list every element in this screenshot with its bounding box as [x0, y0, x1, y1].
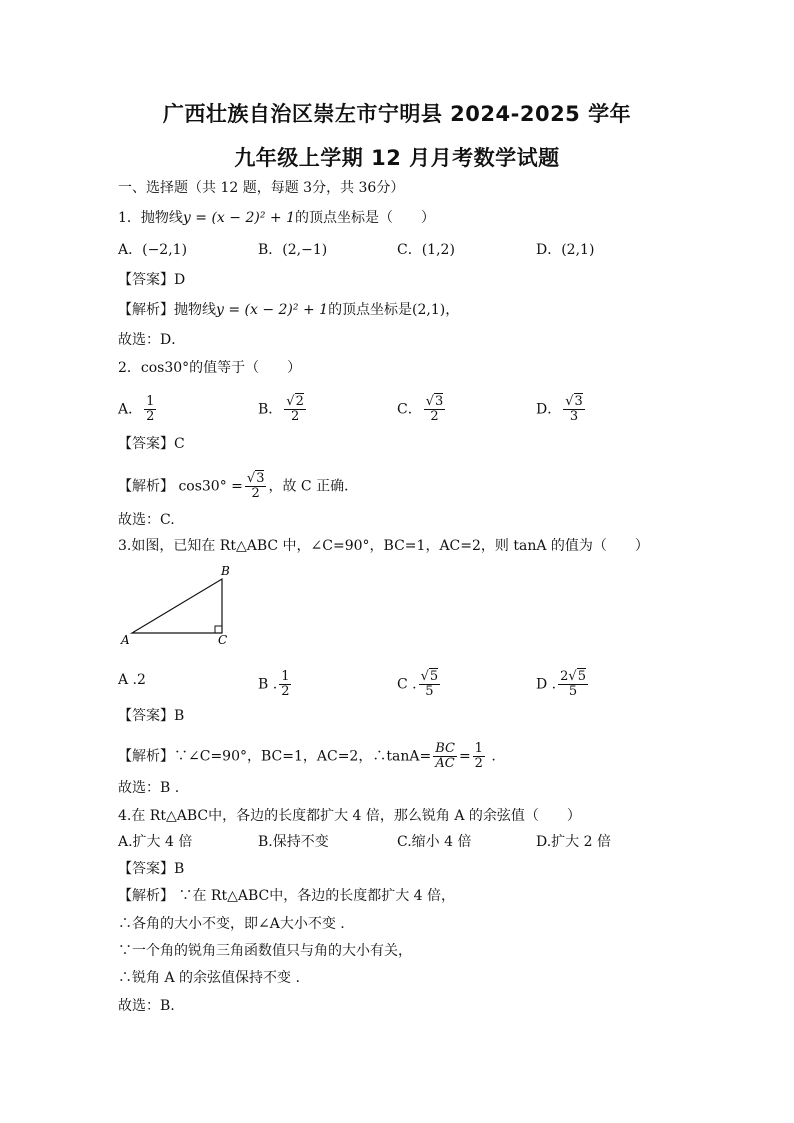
- frac-denominator: 2: [251, 486, 260, 501]
- q4-answer: 【答案】B: [118, 861, 185, 877]
- q4-analysis-line2: ∴各角的大小不变，即∠A大小不变 .: [118, 916, 345, 932]
- sqrt-icon: √: [286, 394, 295, 409]
- q3-analysis-fraction-2: [473, 742, 485, 771]
- q1-conclusion: 故选：D．: [118, 332, 186, 348]
- q1-stem: [118, 208, 435, 228]
- frac-numerator: [558, 670, 588, 685]
- q1-option-d: D．(2,1): [536, 242, 595, 258]
- q2-option-b: [258, 395, 308, 424]
- q2-answer: 【答案】C: [118, 436, 185, 452]
- vertex-label-a: A: [121, 633, 130, 647]
- q3-analysis-mid: =: [458, 748, 471, 765]
- q3-option-c-fraction: [419, 670, 441, 699]
- frac-denominator: 2: [281, 684, 290, 699]
- vertex-label-b: B: [221, 564, 230, 578]
- q2-option-a-fraction: [144, 395, 156, 424]
- q2-option-d-label: D．: [536, 401, 562, 418]
- q2-option-b-label: B．: [258, 401, 283, 418]
- q2-analysis-pre: 【解析】 cos30° =: [118, 478, 243, 495]
- sqrt-icon: √: [565, 394, 574, 409]
- frac-denominator: 2: [290, 409, 300, 424]
- frac-denominator: 5: [425, 684, 434, 699]
- q2-option-d-fraction: [563, 395, 585, 424]
- q2-option-a-label: A．: [118, 401, 143, 418]
- q2-option-c-fraction: [424, 395, 446, 424]
- frac-denominator: 3: [569, 409, 579, 424]
- q1-analysis-expression: y = (x − 2)² + 1: [216, 302, 329, 318]
- q2-option-c: [397, 395, 447, 424]
- vertex-label-c: C: [218, 633, 228, 647]
- q4-analysis-line1: 【解析】 ∵在 Rt△ABC中，各边的长度都扩大 4 倍，: [118, 888, 456, 904]
- frac-denominator: 2: [474, 756, 483, 771]
- q4-analysis-line4: ∴锐角 A 的余弦值保持不变 .: [118, 970, 300, 986]
- q2-option-b-fraction: [284, 395, 306, 424]
- q3-option-a: A .2: [118, 672, 146, 688]
- q3-analysis: [118, 742, 496, 771]
- q1-stem-pre: 1．抛物线: [118, 210, 183, 226]
- q3-option-b-fraction: [279, 670, 291, 699]
- q3-option-d-label: D .: [536, 676, 557, 693]
- frac-numerator: [424, 395, 446, 410]
- frac-denominator: AC: [435, 756, 455, 771]
- q3-option-c: [397, 670, 442, 699]
- frac-denominator: 2: [430, 409, 439, 424]
- doc-title-line1: 广西壮族自治区崇左市宁明县 2024-2025 学年: [162, 102, 632, 126]
- radicand: 5: [577, 669, 586, 684]
- q3-option-d: [536, 670, 590, 699]
- q1-analysis-post: 的顶点坐标是(2,1)，: [328, 302, 460, 318]
- q3-analysis-post: .: [486, 748, 496, 765]
- q1-answer: 【答案】D: [118, 272, 186, 288]
- q3-option-b-label: B .: [258, 676, 278, 693]
- q3-stem: 3.如图，已知在 Rt△ABC 中，∠C=90°，BC=1，AC=2，则 tanA 的值为（ ）: [118, 538, 649, 554]
- q4-analysis-line3: ∵一个角的锐角三角函数值只与角的大小有关，: [118, 943, 412, 959]
- radicand: 3: [256, 471, 265, 486]
- q1-analysis: [118, 300, 459, 320]
- frac-numerator: [563, 395, 585, 410]
- q3-option-c-label: C .: [397, 676, 417, 693]
- section-heading: 一、选择题（共 12 题，每题 3分，共 36分）: [118, 180, 405, 196]
- q2-analysis-post: ，故 C 正确．: [268, 478, 359, 495]
- sqrt-icon: √: [568, 669, 577, 684]
- q4-stem: 4.在 Rt△ABC中，各边的长度都扩大 4 倍，那么锐角 A 的余弦值（ ）: [118, 808, 581, 824]
- frac-numerator: BC: [435, 741, 455, 756]
- frac-numerator: 1: [474, 741, 483, 756]
- radicand: 5: [429, 669, 439, 684]
- sqrt-icon: √: [246, 471, 256, 486]
- radicand: 3: [574, 394, 583, 409]
- q1-analysis-pre: 【解析】抛物线: [118, 302, 216, 318]
- q1-option-a: A．(−2,1): [118, 242, 188, 258]
- q1-option-c: C．(1,2): [397, 242, 455, 258]
- q3-conclusion: 故选：B .: [118, 780, 180, 796]
- frac-denominator: 2: [146, 409, 155, 424]
- sqrt-icon: √: [425, 394, 435, 409]
- right-triangle-figure: [118, 560, 248, 650]
- q4-option-c: C.缩小 4 倍: [397, 834, 472, 850]
- q1-expression: y = (x − 2)² + 1: [182, 210, 295, 226]
- frac-numerator: 1: [281, 669, 290, 684]
- q3-option-b: [258, 670, 293, 699]
- radicand: 3: [435, 394, 444, 409]
- frac-numerator: [419, 670, 441, 685]
- q2-option-c-label: C．: [397, 401, 422, 418]
- triangle-abc: [132, 579, 222, 633]
- q3-analysis-pre: 【解析】∵∠C=90°，BC=1，AC=2，∴tanA=: [118, 748, 432, 765]
- q4-option-a: A.扩大 4 倍: [118, 834, 193, 850]
- q3-analysis-fraction: [433, 742, 457, 771]
- q3-answer: 【答案】B: [118, 708, 185, 724]
- sqrt-icon: √: [420, 669, 429, 684]
- q2-conclusion: 故选：C.: [118, 512, 175, 528]
- q2-analysis: [118, 472, 358, 501]
- coefficient: 2: [560, 669, 569, 684]
- doc-title-line2: 九年级上学期 12 月月考数学试题: [234, 146, 560, 170]
- q2-option-a: [118, 395, 158, 424]
- q1-option-b: B．(2,−1): [258, 242, 328, 258]
- frac-numerator: 1: [146, 394, 155, 409]
- q4-option-b: B.保持不变: [258, 834, 329, 850]
- q1-stem-post: 的顶点坐标是（ ）: [294, 210, 435, 226]
- q2-option-d: [536, 395, 587, 424]
- frac-numerator: [245, 472, 267, 487]
- radicand: 2: [295, 394, 304, 409]
- frac-denominator: 5: [568, 684, 578, 699]
- q4-option-d: D.扩大 2 倍: [536, 834, 611, 850]
- q2-analysis-fraction: [245, 472, 267, 501]
- q4-conclusion: 故选：B.: [118, 998, 175, 1014]
- q3-option-d-fraction: [558, 670, 588, 699]
- right-angle-mark-icon: [215, 626, 222, 633]
- q2-stem: 2．cos30°的值等于（ ）: [118, 360, 302, 376]
- frac-numerator: [284, 395, 306, 410]
